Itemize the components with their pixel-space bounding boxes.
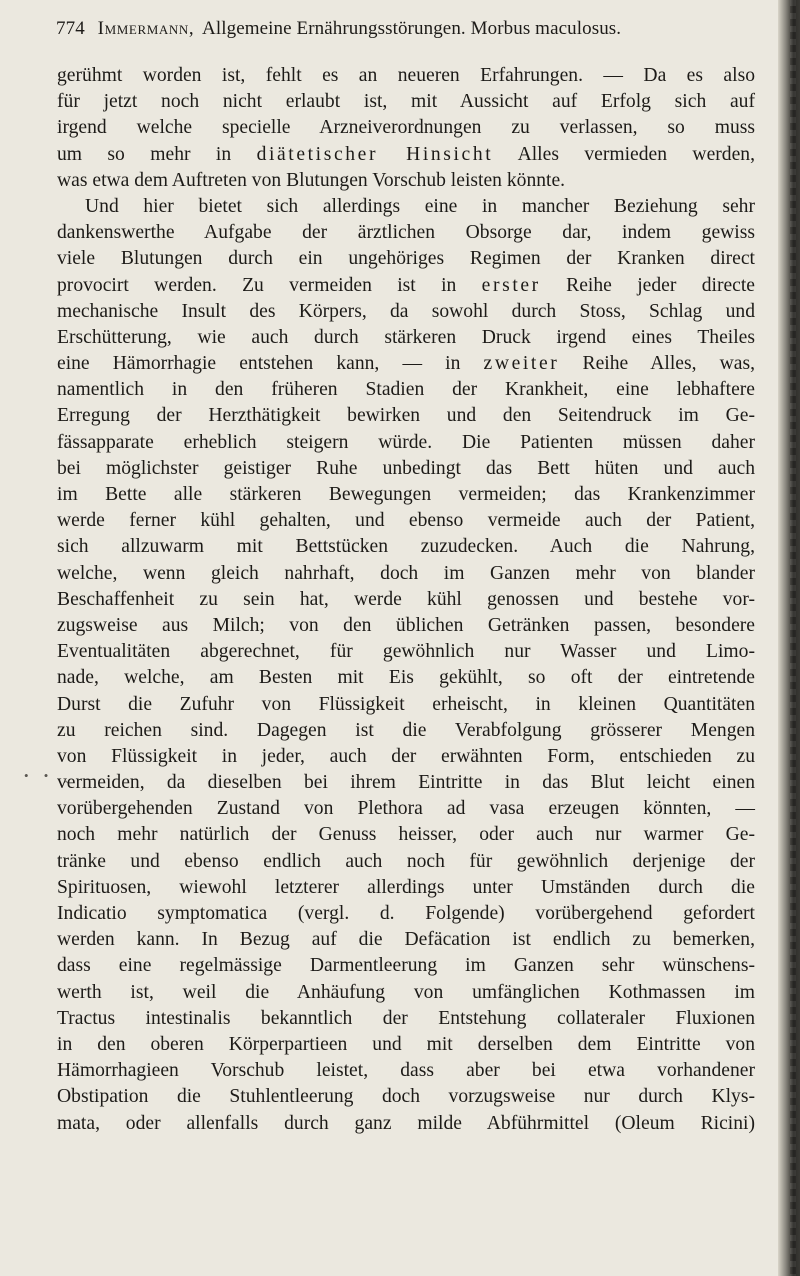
text-line: noch mehr natürlich der Genuss heisser, oder auch nur warmer Ge- (57, 824, 755, 846)
text-line: von Flüssigkeit in jeder, auch der erwähnten Form, entschieden zu (57, 745, 755, 767)
text-line: Erschütterung, wie auch durch stärkeren Druck irgend eines Theiles (57, 326, 755, 348)
text-line: werden kann. In Bezug auf die Defäcation ist endlich zu bemerken, (57, 929, 755, 951)
text-line: welche, wenn gleich nahrhaft, doch im Ganzen mehr von blander (57, 562, 755, 584)
emphasized-text: erster (481, 274, 541, 296)
text-line: fässapparate erheblich steigern würde. Die Patienten müssen daher (57, 431, 755, 453)
text-run: eine Hämorrhagie entstehen kann, — in (57, 353, 484, 375)
text-line: werth ist, weil die Anhäufung von umfänglichen Kothmassen im (57, 981, 755, 1003)
text-line: nade, welche, am Besten mit Eis gekühlt, so oft der eintretende (57, 667, 755, 689)
text-line: Erregung der Herzthätigkeit bewirken und den Seitendruck im Ge- (57, 405, 755, 427)
author-name: Immermann, (97, 18, 195, 39)
text-line: Spirituosen, wiewohl letzterer allerdings unter Umständen durch die (57, 876, 755, 898)
text-line: Beschaffenheit zu sein hat, werde kühl genossen und bestehe vor- (57, 588, 755, 610)
text-line: was etwa dem Auftreten von Blutungen Vorschub leisten könnte. (57, 169, 566, 191)
text-line: im Bette alle stärkeren Bewegungen vermeiden; das Krankenzimmer (57, 484, 755, 505)
page-edge-shadow (778, 0, 800, 1276)
text-line: viele Blutungen durch ein ungehöriges Regimen der Kranken direct (57, 248, 755, 270)
text-line: zugsweise aus Milch; von den üblichen Getränken passen, besondere (57, 614, 755, 636)
text-line: vorübergehenden Zustand von Plethora ad vasa erzeugen könnten, — (57, 798, 755, 820)
text-line: namentlich in den früheren Stadien der Krankheit, eine lebhaftere (57, 379, 755, 401)
text-line (57, 142, 755, 168)
text-line (57, 351, 755, 377)
text-run: Reihe Alles, was, (559, 353, 755, 375)
text-line: werde ferner kühl gehalten, und ebenso vermeide auch der Patient, (57, 510, 755, 532)
text-line: vermeiden, da dieselben bei ihrem Eintritte in das Blut leicht einen (57, 772, 755, 794)
text-line: für jetzt noch nicht erlaubt ist, mit Aussicht auf Erfolg sich auf (57, 91, 755, 113)
text-line: gerühmt worden ist, fehlt es an neueren Erfahrungen. — Da es also (57, 65, 755, 86)
text-line: sich allzuwarm mit Bettstücken zuzudecken. Auch die Nahrung, (57, 536, 755, 558)
text-line: Indicatio symptomatica (vergl. d. Folgende) vorübergehend gefordert (57, 903, 755, 924)
text-line: in den oberen Körperpartieen und mit derselben dem Eintritte von (57, 1033, 755, 1055)
body-text (57, 63, 755, 1137)
text-line: Durst die Zufuhr von Flüssigkeit erheischt, in kleinen Quantitäten (57, 693, 755, 715)
text-run: um so mehr in (57, 143, 257, 165)
margin-mark: • • ‸ (24, 768, 75, 783)
text-line: Eventualitäten abgerechnet, für gewöhnlich nur Wasser und Limo- (57, 641, 755, 663)
text-run: provocirt werden. Zu vermeiden ist in (57, 274, 482, 296)
text-line: mata, oder allenfalls durch ganz milde Abführmittel (Oleum Ricini) (57, 1112, 755, 1134)
text-line: Obstipation die Stuhlentleerung doch vorzugsweise nur durch Klys- (57, 1086, 755, 1108)
text-line: dankenswerthe Aufgabe der ärztlichen Obsorge dar, indem gewiss (57, 222, 755, 244)
text-line: tränke und ebenso endlich auch noch für gewöhnlich derjenige der (57, 850, 755, 872)
text-line: dass eine regelmässige Darmentleerung im Ganzen sehr wünschens- (57, 955, 755, 977)
running-title: Allgemeine Ernährungsstörungen. Morbus maculosus. (202, 18, 622, 39)
text-line: Hämorrhagieen Vorschub leistet, dass aber bei etwa vorhandener (57, 1060, 755, 1082)
page-number: 774 (56, 18, 85, 39)
running-header (56, 17, 756, 41)
text-run: Reihe jeder directe (540, 274, 755, 296)
text-line: zu reichen sind. Dagegen ist die Verabfolgung grösserer Mengen (57, 719, 755, 741)
text-line: mechanische Insult des Körpers, da sowohl durch Stoss, Schlag und (57, 300, 755, 322)
text-line: Tractus intestinalis bekanntlich der Entstehung collateraler Fluxionen (57, 1007, 755, 1029)
page-edge-texture (790, 0, 796, 1276)
text-line: Und hier bietet sich allerdings eine in mancher Beziehung sehr (85, 195, 755, 217)
text-line (57, 273, 755, 299)
text-line: bei möglichster geistiger Ruhe unbedingt das Bett hüten und auch (57, 457, 755, 479)
emphasized-text: zweiter (483, 353, 560, 375)
text-run: Alles vermieden werden, (493, 143, 755, 165)
text-line: irgend welche specielle Arzneiverordnungen zu verlassen, so muss (57, 117, 755, 139)
emphasized-text: diätetischer Hinsicht (256, 143, 494, 165)
